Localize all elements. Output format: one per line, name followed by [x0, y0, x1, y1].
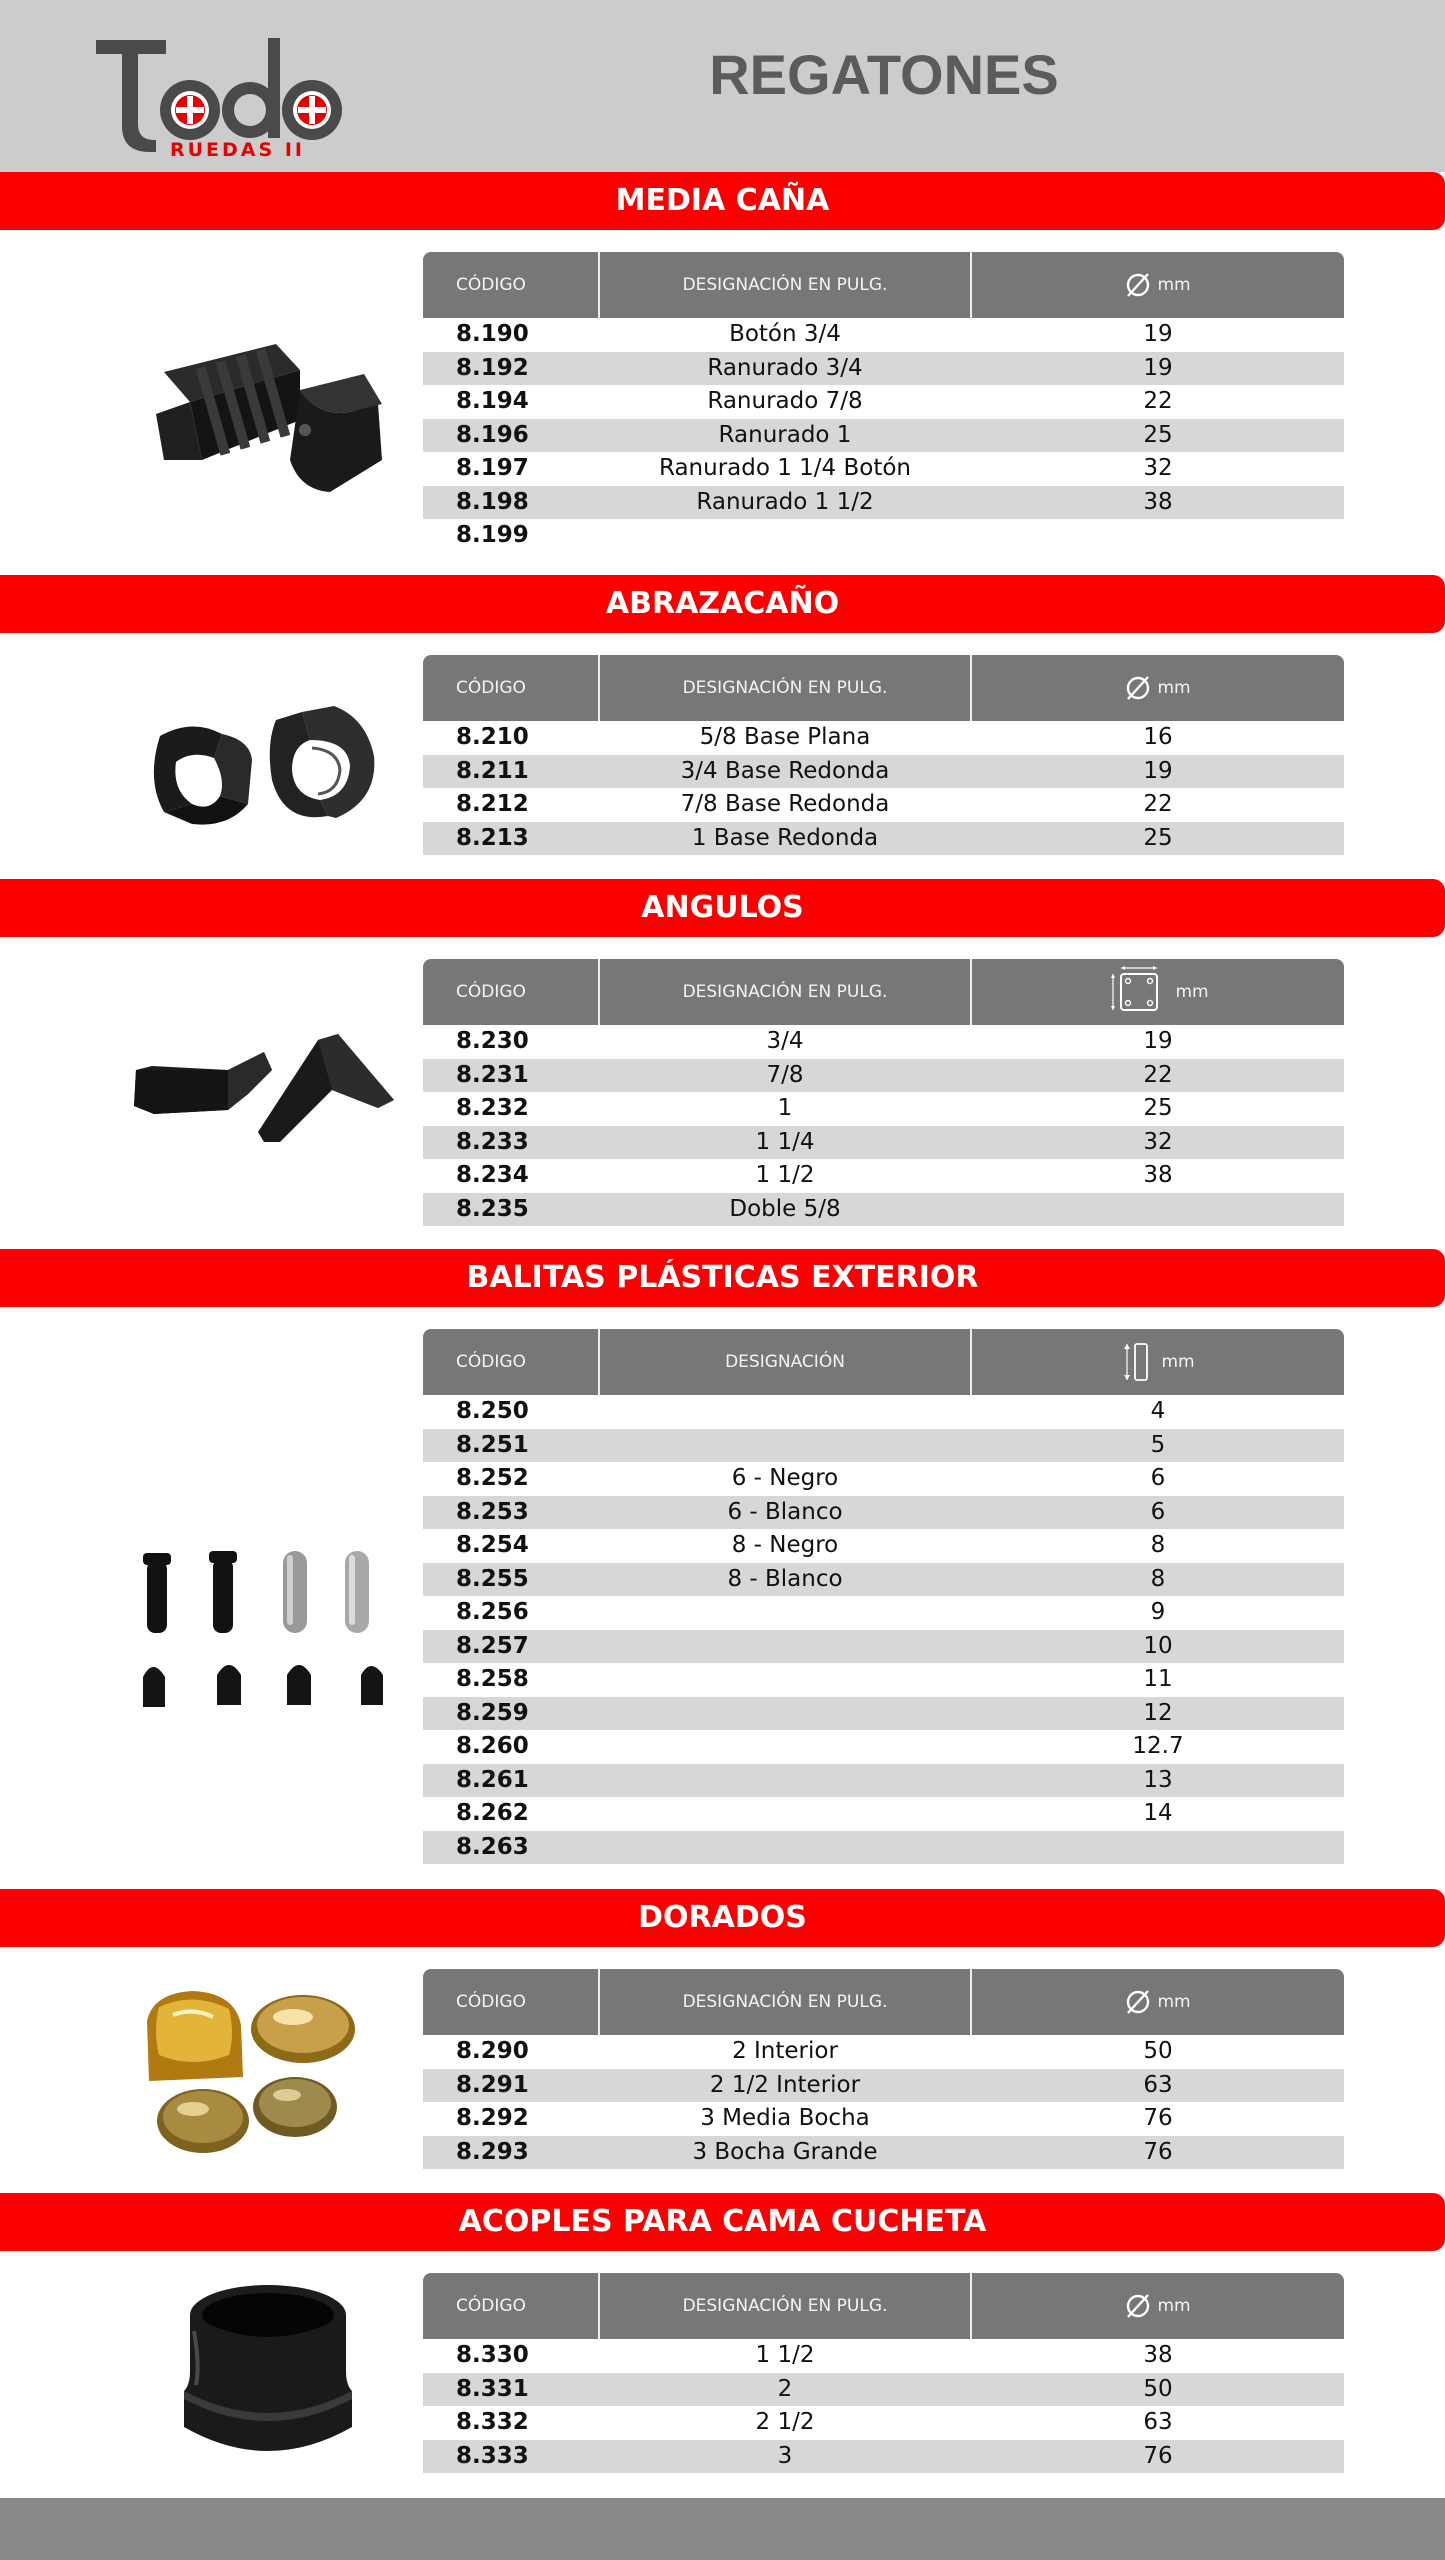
table-row — [423, 721, 1344, 755]
size-column-header — [972, 959, 1344, 1025]
code-cell: 8.333 — [456, 2442, 529, 2469]
designation-cell: Ranurado 1 — [718, 421, 852, 448]
code-cell: 8.197 — [456, 455, 529, 481]
code-cell: 8.260 — [456, 1733, 529, 1759]
size-cell: 63 — [1143, 2409, 1173, 2435]
brand-logo — [92, 32, 352, 160]
designation-cell: 8 - Blanco — [727, 1565, 843, 1592]
size-cell: 22 — [1143, 388, 1173, 414]
table-row — [423, 1429, 1344, 1463]
size-cell: 38 — [1143, 1162, 1173, 1188]
section-title: ABRAZACAÑO — [605, 586, 840, 621]
table-row — [423, 1663, 1344, 1697]
code-cell: 8.231 — [456, 1061, 529, 1088]
designation-cell: 2 1/2 — [755, 2409, 815, 2435]
code-cell: 8.211 — [456, 757, 529, 784]
rod-icon — [1121, 1340, 1155, 1384]
table-row — [423, 1025, 1344, 1059]
page-footer — [0, 2498, 1445, 2560]
code-cell: 8.257 — [456, 1632, 529, 1659]
code-cell: 8.252 — [456, 1465, 529, 1491]
section-header-balitas — [0, 1249, 1445, 1307]
designation-cell — [598, 1697, 972, 1731]
size-cell: 50 — [1143, 2038, 1173, 2064]
unit-label: mm — [1175, 982, 1209, 1002]
section-header-media-cana — [0, 172, 1445, 230]
code-cell: 8.258 — [456, 1666, 529, 1692]
code-cell: 8.196 — [456, 421, 529, 448]
size-cell: 4 — [1150, 1398, 1166, 1424]
code-cell: 8.233 — [456, 1128, 529, 1155]
code-cell: 8.234 — [456, 1162, 529, 1188]
designation-cell: 3 Bocha Grande — [692, 2138, 878, 2165]
designation-column-header: DESIGNACIÓN EN PULG. — [598, 655, 972, 721]
balitas-product-image — [135, 1545, 395, 1710]
designation-cell: 1 Base Redonda — [691, 824, 879, 851]
acoples-product-image — [180, 2275, 355, 2470]
size-column-header — [972, 2273, 1344, 2339]
size-column-header — [972, 1329, 1344, 1395]
size-cell: 32 — [1143, 1128, 1173, 1155]
designation-cell: 2 — [777, 2375, 793, 2402]
size-cell: 19 — [1143, 354, 1173, 381]
table-row — [423, 352, 1344, 386]
table-row — [423, 755, 1344, 789]
media-cana-table — [423, 252, 1344, 553]
size-cell: 6 — [1150, 1465, 1166, 1491]
designation-cell: Doble 5/8 — [729, 1195, 841, 1222]
unit-label: mm — [1157, 1992, 1191, 2012]
designation-cell: 7/8 — [766, 1061, 804, 1088]
table-row — [423, 788, 1344, 822]
unit-label: mm — [1157, 2296, 1191, 2316]
designation-cell: Botón 3/4 — [729, 321, 841, 347]
section-header-dorados — [0, 1889, 1445, 1947]
size-column-header — [972, 655, 1344, 721]
section-header-angulos — [0, 879, 1445, 937]
code-cell: 8.198 — [456, 488, 529, 515]
section-title: MEDIA CAÑA — [615, 183, 830, 218]
size-cell: 19 — [1143, 1028, 1173, 1054]
table-header — [423, 1969, 1344, 2035]
designation-cell — [598, 1730, 972, 1764]
code-cell: 8.254 — [456, 1532, 529, 1558]
size-cell — [972, 519, 1344, 553]
size-column-header — [972, 252, 1344, 318]
table-row — [423, 2440, 1344, 2474]
designation-column-header: DESIGNACIÓN EN PULG. — [598, 2273, 972, 2339]
code-cell: 8.194 — [456, 388, 529, 414]
designation-cell — [598, 1395, 972, 1429]
table-row — [423, 486, 1344, 520]
table-row — [423, 1462, 1344, 1496]
diameter-icon — [1125, 272, 1151, 298]
table-row — [423, 2339, 1344, 2373]
table-row — [423, 1059, 1344, 1093]
diameter-icon — [1125, 675, 1151, 701]
balitas-table — [423, 1329, 1344, 1864]
code-cell: 8.256 — [456, 1599, 529, 1625]
designation-column-header: DESIGNACIÓN EN PULG. — [598, 252, 972, 318]
size-cell: 22 — [1143, 1061, 1173, 1088]
code-cell: 8.291 — [456, 2071, 529, 2098]
code-cell: 8.253 — [456, 1498, 529, 1525]
designation-cell: 5/8 Base Plana — [699, 724, 871, 750]
code-cell: 8.230 — [456, 1028, 529, 1054]
size-cell: 22 — [1143, 791, 1173, 817]
size-cell: 12.7 — [1132, 1733, 1184, 1759]
designation-cell: Ranurado 1 1/2 — [696, 488, 874, 515]
media-cana-product-image — [150, 330, 390, 510]
size-cell — [972, 1193, 1344, 1227]
table-row — [423, 1496, 1344, 1530]
size-cell: 9 — [1150, 1599, 1166, 1625]
designation-cell: 2 Interior — [732, 2038, 838, 2064]
size-cell: 19 — [1143, 757, 1173, 784]
table-row — [423, 318, 1344, 352]
table-row — [423, 1092, 1344, 1126]
section-title: ACOPLES PARA CAMA CUCHETA — [458, 2204, 987, 2239]
designation-cell — [598, 1831, 972, 1865]
designation-cell — [598, 1764, 972, 1798]
table-header — [423, 655, 1344, 721]
abrazacano-table — [423, 655, 1344, 855]
size-cell: 25 — [1143, 824, 1173, 851]
table-row — [423, 1730, 1344, 1764]
designation-cell: 1 1/4 — [755, 1128, 815, 1155]
code-cell: 8.331 — [456, 2375, 529, 2402]
size-cell: 8 — [1150, 1565, 1166, 1592]
table-row — [423, 2136, 1344, 2170]
designation-cell: 6 - Negro — [731, 1465, 839, 1491]
designation-cell: 2 1/2 Interior — [709, 2071, 861, 2098]
size-cell: 13 — [1143, 1766, 1173, 1793]
table-header — [423, 2273, 1344, 2339]
unit-label: mm — [1157, 678, 1191, 698]
designation-cell: 3 Media Bocha — [700, 2105, 870, 2131]
size-cell: 6 — [1150, 1498, 1166, 1525]
table-row — [423, 2069, 1344, 2103]
designation-cell: 3 — [777, 2442, 793, 2469]
size-cell: 12 — [1143, 1699, 1173, 1726]
code-cell: 8.199 — [456, 522, 529, 548]
designation-cell — [598, 1630, 972, 1664]
code-cell: 8.235 — [456, 1195, 529, 1222]
table-row — [423, 2035, 1344, 2069]
size-cell: 63 — [1143, 2071, 1173, 2098]
size-cell: 38 — [1143, 488, 1173, 515]
designation-cell — [598, 519, 972, 553]
code-column-header: CÓDIGO — [456, 1992, 526, 2012]
size-cell: 50 — [1143, 2375, 1173, 2402]
table-row — [423, 1596, 1344, 1630]
table-header — [423, 959, 1344, 1025]
designation-cell: 6 - Blanco — [727, 1498, 843, 1525]
code-cell: 8.259 — [456, 1699, 529, 1726]
table-row — [423, 1697, 1344, 1731]
code-column-header: CÓDIGO — [456, 678, 526, 698]
table-row — [423, 2373, 1344, 2407]
size-cell: 76 — [1143, 2138, 1173, 2165]
code-cell: 8.263 — [456, 1833, 529, 1860]
designation-column-header: DESIGNACIÓN EN PULG. — [598, 959, 972, 1025]
size-cell — [972, 1831, 1344, 1865]
code-column-header: CÓDIGO — [456, 275, 526, 295]
code-column-header: CÓDIGO — [456, 982, 526, 1002]
section-title: DORADOS — [638, 1900, 807, 1935]
size-cell: 19 — [1143, 321, 1173, 347]
abrazacano-product-image — [152, 700, 382, 830]
code-cell: 8.290 — [456, 2038, 529, 2064]
table-header — [423, 252, 1344, 318]
designation-cell: Ranurado 7/8 — [707, 388, 863, 414]
designation-cell: 1 1/2 — [755, 2342, 815, 2368]
angulos-product-image — [132, 1030, 397, 1150]
size-cell: 38 — [1143, 2342, 1173, 2368]
dorados-product-image — [143, 1985, 363, 2160]
code-cell: 8.293 — [456, 2138, 529, 2165]
code-cell: 8.232 — [456, 1095, 529, 1121]
size-cell: 25 — [1143, 1095, 1173, 1121]
table-row — [423, 2406, 1344, 2440]
size-cell: 16 — [1143, 724, 1173, 750]
size-cell: 5 — [1150, 1431, 1166, 1458]
designation-cell: 1 1/2 — [755, 1162, 815, 1188]
code-column-header: CÓDIGO — [456, 1352, 526, 1372]
designation-column-header: DESIGNACIÓN EN PULG. — [598, 1969, 972, 2035]
diameter-icon — [1125, 1989, 1151, 2015]
code-cell: 8.192 — [456, 354, 529, 381]
table-row — [423, 1159, 1344, 1193]
designation-cell: 7/8 Base Redonda — [680, 791, 890, 817]
code-cell: 8.213 — [456, 824, 529, 851]
code-cell: 8.292 — [456, 2105, 529, 2131]
designation-cell: 8 - Negro — [731, 1532, 839, 1558]
diameter-icon — [1125, 2293, 1151, 2319]
code-cell: 8.332 — [456, 2409, 529, 2435]
table-row — [423, 1630, 1344, 1664]
code-cell: 8.251 — [456, 1431, 529, 1458]
section-title: ANGULOS — [641, 890, 804, 925]
designation-cell: 3/4 Base Redonda — [680, 757, 890, 784]
designation-cell: 1 — [777, 1095, 793, 1121]
table-row — [423, 2102, 1344, 2136]
size-cell: 32 — [1143, 455, 1173, 481]
logo-subtitle: RUEDAS II — [170, 139, 305, 160]
size-column-header — [972, 1969, 1344, 2035]
page-title: REGATONES — [709, 43, 1059, 106]
section-title: BALITAS PLÁSTICAS EXTERIOR — [466, 1260, 979, 1295]
designation-cell: Ranurado 3/4 — [707, 354, 863, 381]
designation-cell — [598, 1596, 972, 1630]
code-cell: 8.212 — [456, 791, 529, 817]
size-cell: 14 — [1143, 1800, 1173, 1826]
table-row — [423, 1831, 1344, 1865]
designation-cell — [598, 1429, 972, 1463]
section-header-abrazacano — [0, 575, 1445, 633]
table-row — [423, 419, 1344, 453]
table-row — [423, 1529, 1344, 1563]
size-cell: 8 — [1150, 1532, 1166, 1558]
designation-cell — [598, 1797, 972, 1831]
unit-label: mm — [1157, 275, 1191, 295]
unit-label: mm — [1161, 1352, 1195, 1372]
size-cell: 10 — [1143, 1632, 1173, 1659]
table-header — [423, 1329, 1344, 1395]
code-cell: 8.262 — [456, 1800, 529, 1826]
designation-column-header: DESIGNACIÓN — [598, 1329, 972, 1395]
table-row — [423, 385, 1344, 419]
size-cell: 76 — [1143, 2442, 1173, 2469]
table-row — [423, 822, 1344, 856]
designation-cell — [598, 1663, 972, 1697]
code-cell: 8.261 — [456, 1766, 529, 1793]
section-header-acoples — [0, 2193, 1445, 2251]
size-cell: 76 — [1143, 2105, 1173, 2131]
code-cell: 8.210 — [456, 724, 529, 750]
code-cell: 8.190 — [456, 321, 529, 347]
code-cell: 8.255 — [456, 1565, 529, 1592]
square-tube-icon — [1107, 965, 1169, 1019]
size-cell: 25 — [1143, 421, 1173, 448]
table-row — [423, 1193, 1344, 1227]
dorados-table — [423, 1969, 1344, 2169]
designation-cell: 3/4 — [766, 1028, 804, 1054]
designation-cell: Ranurado 1 1/4 Botón — [658, 455, 912, 481]
table-row — [423, 1764, 1344, 1798]
table-row — [423, 1797, 1344, 1831]
acoples-table — [423, 2273, 1344, 2473]
angulos-table — [423, 959, 1344, 1226]
code-cell: 8.330 — [456, 2342, 529, 2368]
table-row — [423, 519, 1344, 553]
table-row — [423, 1563, 1344, 1597]
page-header — [0, 0, 1445, 172]
table-row — [423, 452, 1344, 486]
table-row — [423, 1126, 1344, 1160]
code-cell: 8.250 — [456, 1398, 529, 1424]
size-cell: 11 — [1143, 1666, 1173, 1692]
table-row — [423, 1395, 1344, 1429]
code-column-header: CÓDIGO — [456, 2296, 526, 2316]
